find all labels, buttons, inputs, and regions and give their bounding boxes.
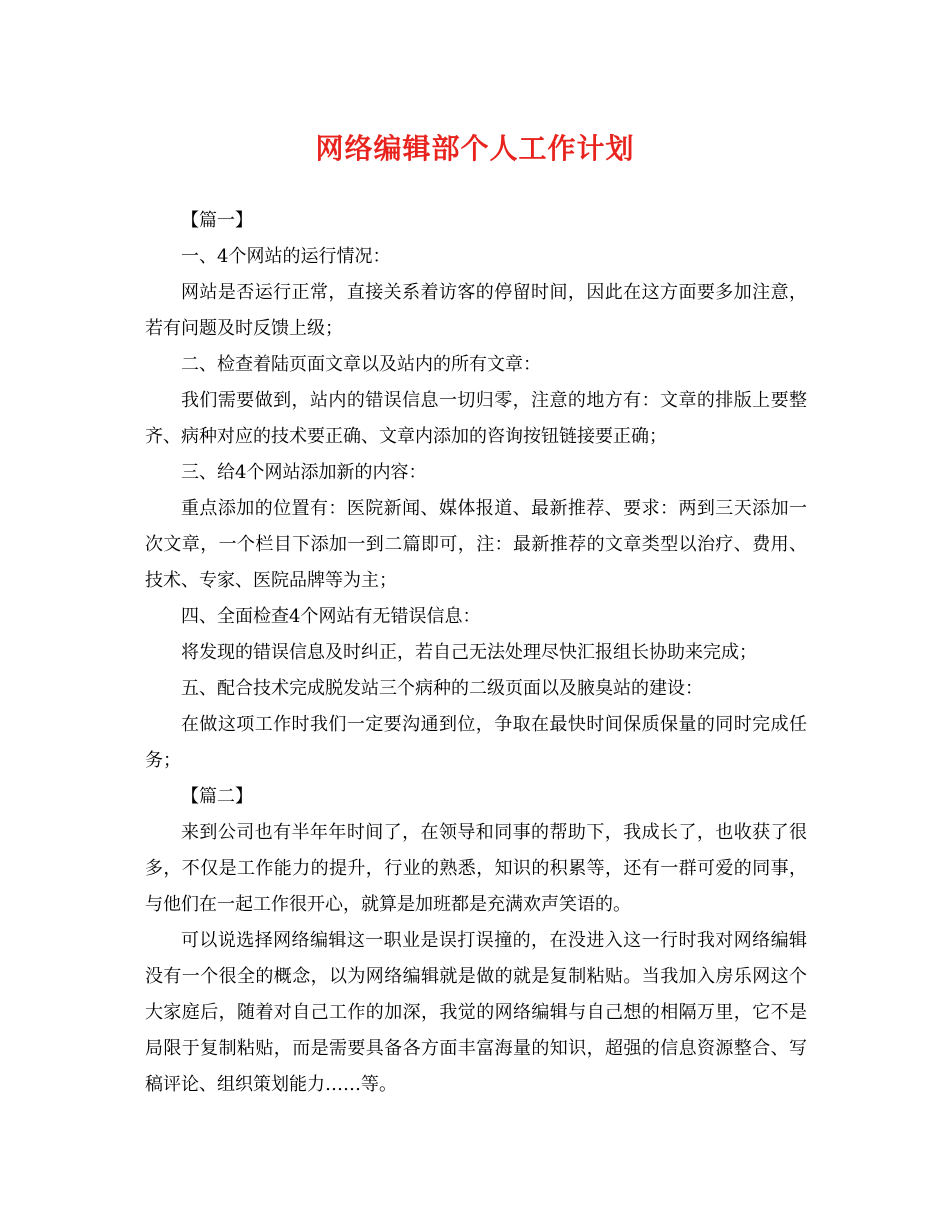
paragraph: 将发现的错误信息及时纠正，若自己无法处理尽快汇报组长协助来完成；: [181, 642, 757, 663]
paragraph: 重点添加的位置有：医院新闻、媒体报道、最新推荐、要求：两到三天添加一次文章，一个栏目下添加一到二篇即可，注：最新推荐的文章类型以治疗、费用、技术、专家、医院品牌等为主；: [145, 498, 807, 591]
item-heading-1: 一、4个网站的运行情况：: [181, 246, 391, 267]
item-heading-4: 四、全面检查4个网站有无错误信息：: [181, 606, 481, 627]
item-heading-5: 五、配合技术完成脱发站三个病种的二级页面以及腋臭站的建设：: [181, 678, 703, 699]
document-body: [145, 203, 807, 1103]
paragraph: 网站是否运行正常，直接关系着访客的停留时间，因此在这方面要多加注意，若有问题及时反馈上级；: [145, 282, 807, 339]
paragraph: 在做这项工作时我们一定要沟通到位，争取在最快时间保质保量的同时完成任务；: [145, 714, 807, 771]
document-title: 网络编辑部个人工作计划: [315, 132, 635, 165]
paragraph: 来到公司也有半年年时间了，在领导和同事的帮助下，我成长了，也收获了很多，不仅是工作能力的提升，行业的熟悉，知识的积累等，还有一群可爱的同事，与他们在一起工作很开心，就算是加班都是充满欢声笑语的。: [145, 822, 807, 915]
item-heading-3: 三、给4个网站添加新的内容：: [181, 462, 427, 483]
paragraph: 我们需要做到，站内的错误信息一切归零，注意的地方有：文章的排版上要整齐、病种对应的技术要正确、文章内添加的咨询按钮链接要正确；: [145, 390, 807, 447]
section-heading-2: 【篇二】: [181, 786, 253, 807]
section-heading-1: 【篇一】: [181, 210, 253, 231]
paragraph: 可以说选择网络编辑这一职业是误打误撞的，在没进入这一行时我对网络编辑没有一个很全的概念，以为网络编辑就是做的就是复制粘贴。当我加入房乐网这个大家庭后，随着对自己工作的加深，我觉的网络编辑与自己想的相隔万里，它不是局限于复制粘贴，而是需要具备各方面丰富海量的知识，超强的信息资源整合、写稿评论、组织策划能力……等。: [145, 930, 807, 1095]
item-heading-2: 二、检查着陆页面文章以及站内的所有文章：: [181, 354, 541, 375]
